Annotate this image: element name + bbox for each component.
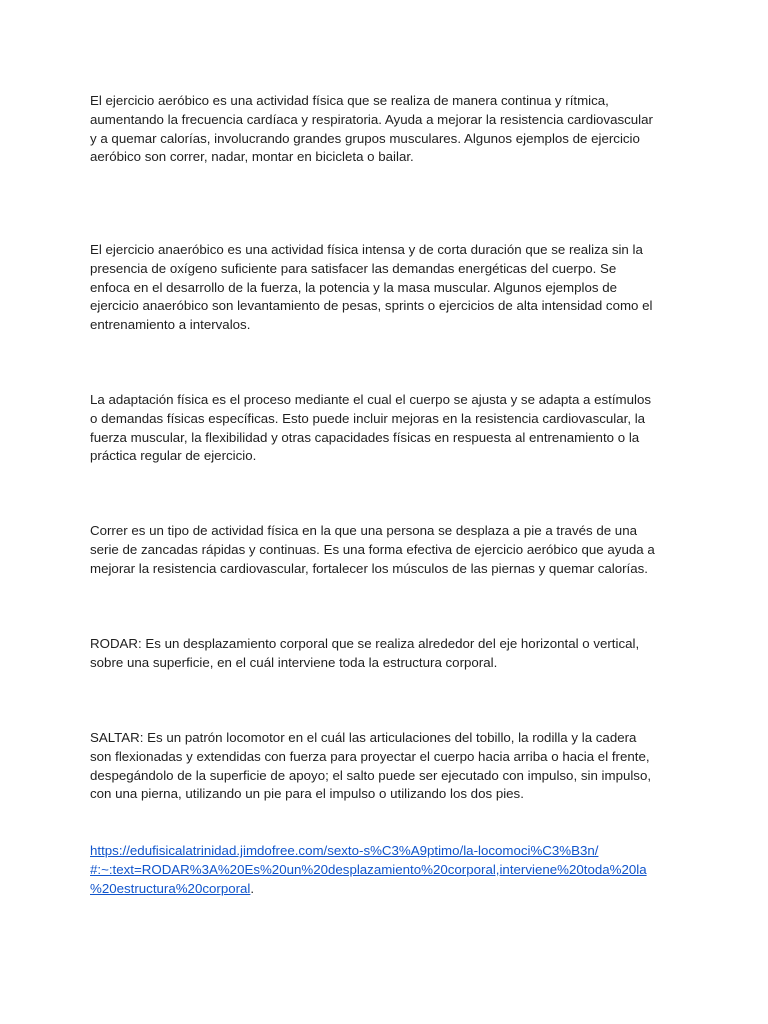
text-line: El ejercicio anaeróbico es una actividad física intensa y de corta duración que se realiza sin la xyxy=(90,242,643,257)
text-line: serie de zancadas rápidas y continuas. Es una forma efectiva de ejercicio aeróbico que ayuda a xyxy=(90,541,655,557)
paragraph-saltar xyxy=(90,729,690,804)
text-line: con una pierna, utilizando un pie para el impulso o utilizando los dos pies. xyxy=(90,786,524,802)
text-line: sobre una superficie, en el cuál interviene toda la estructura corporal. xyxy=(90,654,498,670)
link-trailing-period: . xyxy=(250,880,255,896)
text-line: SALTAR: Es un patrón locomotor en el cuál las articulaciones del tobillo, la rodilla y la cadera xyxy=(90,730,637,745)
source-link-line xyxy=(90,842,690,861)
paragraph-rodar xyxy=(90,635,690,673)
text-line: presencia de oxígeno suficiente para satisfacer las demandas energéticas del cuerpo. Se xyxy=(90,260,617,276)
text-line: Correr es un tipo de actividad física en la que una persona se desplaza a pie a través de una xyxy=(90,523,637,538)
text-line: entrenamiento a intervalos. xyxy=(90,317,251,333)
text-line: aumentando la frecuencia cardíaca y respiratoria. Ayuda a mejorar la resistencia cardiovascular xyxy=(90,111,653,127)
paragraph-aerobic-exercise xyxy=(90,92,690,167)
source-link-line xyxy=(90,861,690,880)
text-line: La adaptación física es el proceso mediante el cual el cuerpo se ajusta y se adapta a estímulos xyxy=(90,392,652,407)
text-line: y a quemar calorías, involucrando grandes grupos musculares. Algunos ejemplos de ejercicio xyxy=(90,130,640,146)
text-line: mejorar la resistencia cardiovascular, fortalecer los músculos de las piernas y quemar calorías. xyxy=(90,560,648,576)
paragraph-physical-adaptation xyxy=(90,391,690,466)
source-link[interactable]: %20estructura%20corporal xyxy=(90,880,251,896)
source-link[interactable]: https://edufisicalatrinidad.jimdofree.com/sexto-s%C3%A9ptimo/la-locomoci%C3%B3n/ xyxy=(90,843,599,858)
paragraph-anaerobic-exercise xyxy=(90,241,690,335)
text-line: fuerza muscular, la flexibilidad y otras capacidades físicas en respuesta al entrenamiento o la xyxy=(90,429,640,445)
text-line: RODAR: Es un desplazamiento corporal que se realiza alrededor del eje horizontal o vertical, xyxy=(90,636,640,651)
text-line: aeróbico son correr, nadar, montar en bicicleta o bailar. xyxy=(90,149,414,165)
text-line: son flexionadas y extendidas con fuerza para proyectar el cuerpo hacia arriba o hacia el frente, xyxy=(90,748,650,764)
text-line: El ejercicio aeróbico es una actividad física que se realiza de manera continua y rítmica, xyxy=(90,93,609,108)
text-line: enfoca en el desarrollo de la fuerza, la potencia y la masa muscular. Algunos ejemplos de xyxy=(90,279,618,295)
source-link-line xyxy=(90,880,690,899)
text-line: ejercicio anaeróbico son levantamiento de pesas, sprints o ejercicios de alta intensidad como el xyxy=(90,298,653,314)
text-line: despegándolo de la superficie de apoyo; el salto puede ser ejecutado con impulso, sin impulso, xyxy=(90,767,652,783)
paragraph-running xyxy=(90,522,690,578)
text-line: práctica regular de ejercicio. xyxy=(90,448,257,464)
source-link[interactable]: #:~:text=RODAR%3A%20Es%20un%20desplazamiento%20corporal,interviene%20toda%20la xyxy=(90,861,647,877)
source-link-paragraph xyxy=(90,842,690,898)
text-line: o demandas físicas específicas. Esto puede incluir mejoras en la resistencia cardiovascular, la xyxy=(90,410,646,426)
